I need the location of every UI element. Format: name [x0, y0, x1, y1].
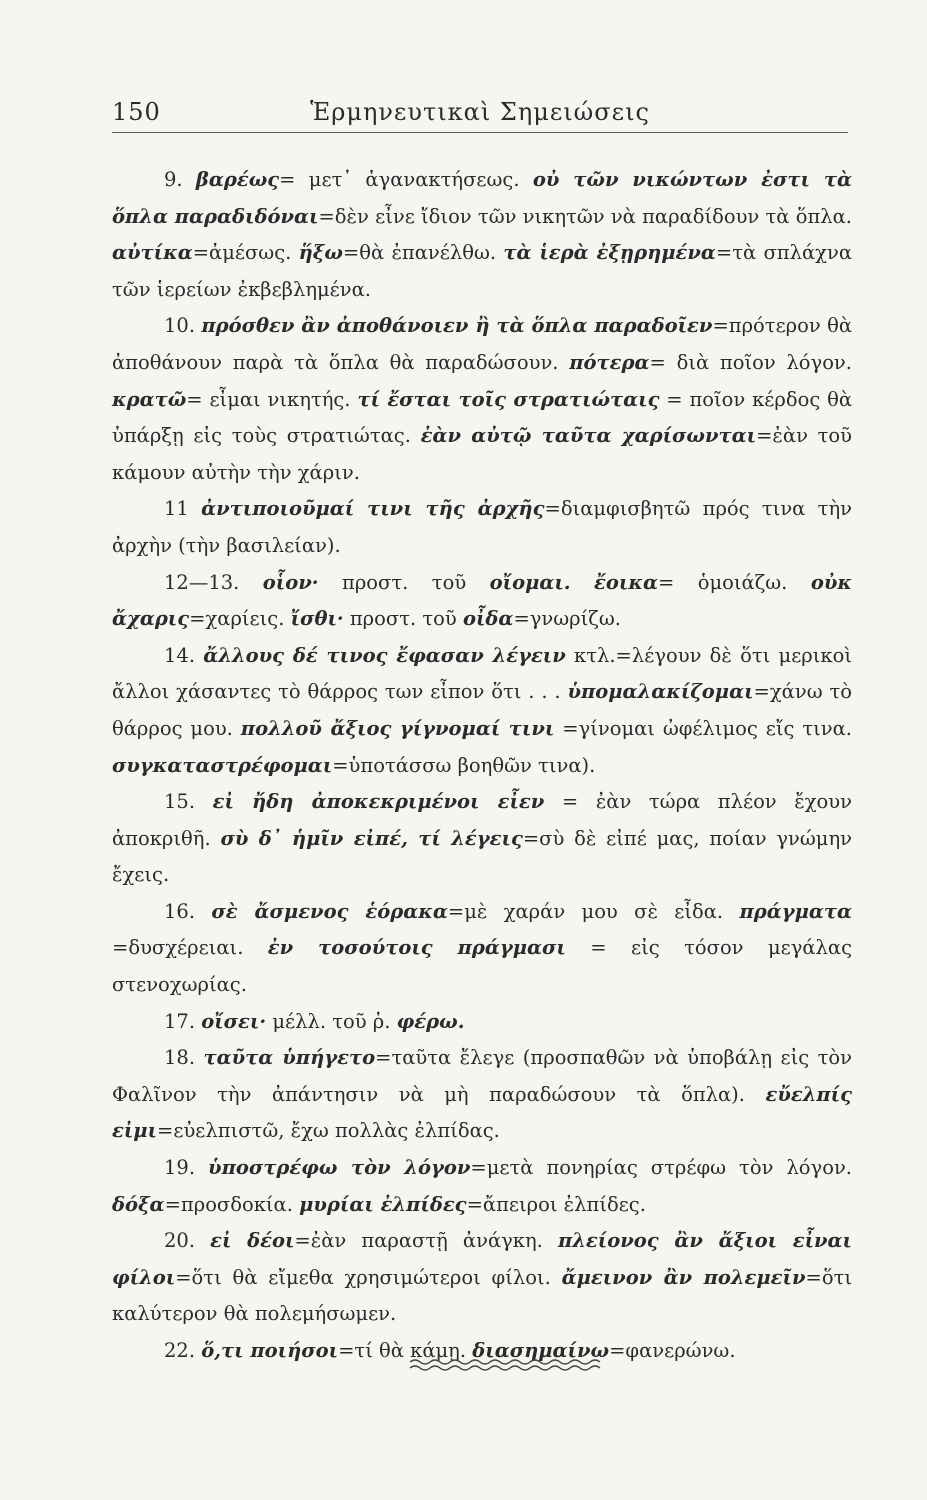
gloss-text: προστ. τοῦ	[318, 570, 490, 594]
greek-lemma: ἐὰν αὐτῷ ταῦτα χαρίσωνται	[420, 424, 757, 448]
note-paragraph	[112, 491, 852, 564]
greek-lemma: ὑποστρέφω τὸν λόγον	[208, 1156, 471, 1180]
gloss-text	[571, 571, 594, 594]
greek-lemma: πότερα	[569, 350, 650, 374]
greek-lemma: κρατῶ	[112, 387, 187, 411]
greek-lemma: σὺ δ᾽ ἡμῖν εἰπέ, τί λέγεις	[220, 826, 523, 850]
greek-lemma: βαρέως	[195, 168, 280, 191]
notes-body	[112, 162, 852, 1370]
gloss-text: =δὲν εἶνε ἴδιον τῶν νικητῶν νὰ παραδίδουν τὰ ὅπλα.	[318, 204, 852, 228]
gloss-text: =ἐὰν τοῦ κάμουν αὐτὴν τὴν χάριν.	[112, 424, 852, 484]
greek-lemma: πολλοῦ ἄξιος γίγνομαί τινι	[240, 716, 555, 740]
gloss-text: =ἐὰν παραστῇ ἀνάγκη.	[294, 1229, 558, 1253]
gloss-text: = ὁμοιάζω.	[657, 570, 811, 594]
greek-lemma: συγκαταστρέφομαι	[112, 753, 333, 777]
greek-lemma: εἰ ἤδη ἀποκεκριμένοι εἶεν	[212, 790, 545, 814]
gloss-text: =θὰ ἐπανέλθω.	[342, 241, 504, 265]
greek-lemma: ἄλλους δέ τινος ἔφασαν λέγειν	[203, 643, 566, 667]
greek-lemma: ἄμεινον ἂν πολεμεῖν	[561, 1265, 806, 1289]
gloss-text: = διὰ ποῖον λόγον.	[649, 350, 852, 374]
gloss-text: μέλλ. τοῦ ῥ.	[266, 1009, 397, 1033]
greek-lemma: ταῦτα ὑπήγετο	[203, 1046, 376, 1070]
gloss-text: =προσδοκία.	[164, 1192, 300, 1216]
gloss-text: 14.	[164, 643, 204, 667]
gloss-text: κτλ.=λέγουν δὲ ὅτι μερικοὶ ἄλλοι χάσαντες τὸ θάρρος των εἶπον ὅτι . . .	[112, 643, 852, 704]
gloss-text: =ὅτι θὰ εἴμεθα χρησιμώτεροι φίλοι.	[175, 1265, 562, 1289]
gloss-text: 15.	[164, 790, 213, 814]
note-paragraph	[112, 894, 852, 1004]
gloss-text: =ὅτι καλύτερον θὰ πολεμήσωμεν.	[112, 1265, 852, 1326]
gloss-text: =εὐελπιστῶ, ἔχω πολλὰς ἐλπίδας.	[157, 1119, 500, 1143]
greek-lemma: τὰ ἱερὰ ἐξῃρημένα	[503, 241, 716, 265]
page-number: 150	[112, 98, 161, 126]
greek-lemma: οἴομαι.	[489, 570, 571, 594]
greek-lemma: διασημαίνω	[472, 1339, 610, 1362]
greek-lemma: ἐν τοσούτοις πράγμασι	[267, 936, 566, 960]
greek-lemma: ἀντιποιοῦμαί τινι τῆς ἀρχῆς	[201, 497, 545, 521]
note-paragraph	[112, 565, 852, 638]
note-paragraph	[112, 1004, 852, 1041]
gloss-text: 11	[164, 497, 202, 521]
gloss-text: 9.	[164, 168, 196, 191]
gloss-text: =μετὰ πονηρίας στρέφω τὸν λόγον.	[470, 1156, 852, 1180]
gloss-text: προστ. τοῦ	[343, 607, 463, 631]
note-paragraph	[112, 784, 852, 894]
greek-lemma: σὲ ἄσμενος ἑόρακα	[211, 899, 448, 923]
note-paragraph	[112, 1150, 852, 1223]
gloss-text: =μὲ χαράν μου σὲ εἶδα.	[447, 899, 740, 923]
gloss-text: =τί θὰ κάμῃ.	[338, 1339, 473, 1362]
greek-lemma: εἰ δέοι	[210, 1229, 295, 1253]
gloss-text: =σὺ δὲ εἰπέ μας, ποίαν γνώμην ἔχεις.	[112, 826, 853, 887]
gloss-text: = εἰς τόσον μεγάλας στενοχωρίας.	[112, 936, 852, 997]
gloss-text: 20.	[164, 1229, 211, 1253]
gloss-text: =χάνω τὸ θάρρος μου.	[112, 680, 852, 740]
gloss-text: 19.	[164, 1156, 209, 1180]
gloss-text: 18.	[164, 1046, 204, 1070]
page-header	[112, 98, 848, 133]
running-head: Ἑρμηνευτικαὶ Σημειώσεις	[310, 98, 650, 126]
gloss-text: =χαρίεις.	[189, 607, 291, 631]
gloss-text: =πρότερον θὰ ἀποθάνουν παρὰ τὰ ὅπλα θὰ παραδώσουν.	[112, 314, 852, 374]
greek-lemma: πρόσθεν ἂν ἀποθάνοιεν ἢ τὰ ὅπλα παραδοῖεν	[201, 314, 713, 338]
greek-lemma: δόξα	[112, 1192, 165, 1216]
gloss-text: 17.	[164, 1009, 202, 1033]
greek-lemma: οἴσει·	[201, 1009, 267, 1033]
gloss-text: =γνωρίζω.	[513, 607, 621, 631]
greek-lemma: ἴσθι·	[290, 607, 344, 631]
greek-lemma: οὐκ ἄχαρις	[112, 570, 852, 631]
greek-lemma: ὑπομαλακίζομαι	[567, 680, 754, 704]
greek-lemma: τί ἔσται τοῖς στρατιώταις	[357, 387, 660, 411]
end-ornament-icon	[408, 1356, 604, 1374]
greek-lemma: ἥξω	[298, 241, 343, 265]
note-paragraph	[112, 638, 852, 784]
greek-lemma: οἶδα	[462, 607, 514, 631]
gloss-text: 22.	[164, 1339, 202, 1362]
greek-lemma: εὔελπίς εἰμι	[112, 1082, 852, 1143]
gloss-text: =γίνομαι ὠφέλιμος εἴς τινα.	[554, 716, 852, 740]
note-paragraph	[112, 1040, 852, 1150]
note-paragraph	[112, 162, 852, 308]
gloss-text: = μετ᾽ ἀγανακτήσεως.	[279, 168, 533, 191]
gloss-text: =δυσχέρειαι.	[112, 936, 268, 960]
gloss-text: =τὰ σπλάχνα τῶν ἱερείων ἐκβεβλημένα.	[112, 241, 852, 301]
gloss-text: =ταῦτα ἔλεγε (προσπαθῶν νὰ ὑποβάλῃ εἰς τὸν Φαλῖνον τὴν ἀπάντησιν νὰ μὴ παραδώσουν τὰ ὅπλα).	[112, 1046, 852, 1106]
gloss-text: =ὑποτάσσω βοηθῶν τινα).	[332, 753, 596, 777]
gloss-text: =φανερώνω.	[609, 1339, 736, 1362]
greek-lemma: φέρω.	[396, 1009, 465, 1033]
greek-lemma: ὅ,τι ποιήσοι	[201, 1339, 339, 1362]
greek-lemma: οἷον·	[262, 570, 319, 594]
gloss-text: =διαμφισβητῶ πρός τινα τὴν ἀρχὴν (τὴν βασιλείαν).	[112, 497, 852, 557]
greek-lemma: πλείονος ἂν ἄξιοι εἶναι φίλοι	[112, 1229, 852, 1289]
note-paragraph	[112, 308, 852, 491]
gloss-text: 16.	[164, 899, 212, 923]
gloss-text: = ἐὰν τώρα πλέον ἔχουν ἀποκριθῆ.	[112, 790, 852, 850]
gloss-text: =ἀμέσως.	[192, 241, 299, 265]
gloss-text: =ἄπειροι ἐλπίδες.	[466, 1192, 646, 1216]
greek-lemma: οὐ τῶν νικώντων ἐστι τὰ ὅπλα παραδιδόναι	[112, 168, 852, 228]
greek-lemma: ἔοικα	[594, 570, 658, 594]
greek-lemma: μυρίαι ἐλπίδες	[299, 1192, 467, 1216]
greek-lemma: πράγματα	[739, 899, 853, 923]
gloss-text: 12—13.	[164, 570, 263, 594]
gloss-text: = ποῖον κέρδος θὰ ὑπάρξῃ εἰς τοὺς στρατιώτας.	[112, 387, 853, 448]
note-paragraph	[112, 1223, 852, 1333]
greek-lemma: αὐτίκα	[112, 241, 193, 265]
gloss-text: 10.	[164, 314, 202, 338]
gloss-text: = εἶμαι νικητής.	[186, 387, 358, 411]
